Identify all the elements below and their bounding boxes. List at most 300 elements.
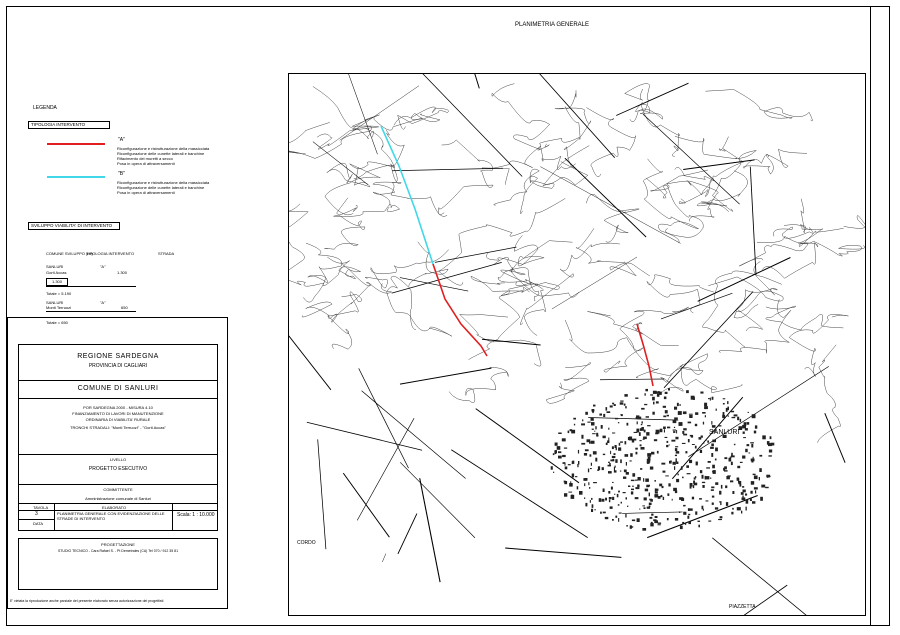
town-block	[602, 499, 605, 502]
town-block	[625, 454, 629, 457]
town-block	[728, 415, 729, 416]
legend-red-line	[47, 143, 105, 145]
town-block	[725, 485, 727, 488]
dev-row2-sub: Monti Terruozi	[46, 305, 72, 310]
dev-total1: Totale = 5.190	[46, 291, 72, 296]
dev-row2-name: SANLURI	[46, 300, 64, 305]
town-block	[705, 415, 706, 417]
town-block	[716, 409, 717, 411]
topographic-map	[289, 74, 866, 616]
town-block	[690, 486, 692, 488]
town-block	[600, 512, 602, 514]
program-text	[19, 405, 217, 431]
town-block	[742, 497, 746, 500]
town-block	[755, 425, 757, 428]
contour-line	[303, 243, 342, 302]
legend-cyan-line	[47, 176, 105, 178]
town-block	[730, 457, 732, 458]
town-block	[665, 392, 668, 394]
town-block	[660, 496, 662, 498]
town-block	[675, 518, 678, 521]
town-block	[612, 433, 615, 434]
contour-line	[620, 307, 689, 378]
town-block	[688, 439, 690, 442]
town-block	[618, 422, 619, 423]
town-block	[741, 511, 742, 514]
town-block	[676, 430, 677, 433]
town-block	[603, 414, 605, 417]
contour-line	[510, 241, 578, 298]
town-block	[715, 459, 717, 461]
table-number: 3	[35, 511, 38, 517]
title-block	[7, 317, 228, 609]
town-block	[627, 506, 628, 507]
town-block	[635, 448, 638, 450]
town-block	[727, 407, 729, 411]
town-block	[662, 486, 664, 488]
contour-line	[675, 137, 744, 181]
town-block	[590, 500, 591, 503]
town-block	[727, 401, 728, 404]
road-line	[825, 413, 845, 463]
town-block	[711, 444, 714, 447]
contour-line	[643, 159, 698, 243]
town-block	[689, 415, 692, 418]
designer-label: PROGETTAZIONE	[101, 542, 135, 547]
town-block	[765, 487, 769, 488]
town-block	[614, 494, 615, 495]
town-block	[646, 432, 649, 436]
town-block	[687, 516, 689, 519]
town-block	[621, 415, 623, 416]
town-block	[737, 478, 740, 481]
contour-line	[697, 171, 747, 212]
designer-box	[18, 538, 218, 590]
road-line	[661, 293, 732, 319]
table-cell	[19, 504, 55, 530]
contour-line	[394, 107, 449, 129]
town-block	[683, 505, 686, 507]
town-block	[557, 446, 561, 450]
contour-line	[365, 250, 449, 288]
town-block	[632, 520, 635, 522]
town-block	[612, 403, 614, 405]
town-block	[658, 523, 662, 524]
town-block	[666, 445, 668, 447]
legend-b-text	[117, 180, 209, 195]
town-block	[742, 496, 743, 498]
town-block	[748, 412, 749, 413]
town-block	[636, 452, 638, 455]
town-block	[635, 480, 638, 481]
town-block	[593, 405, 596, 407]
town-block	[679, 422, 683, 426]
town-block	[743, 437, 746, 438]
town-block	[630, 460, 632, 461]
town-block	[762, 435, 766, 439]
town-block	[688, 521, 691, 524]
town-block	[658, 391, 660, 393]
town-block	[692, 444, 695, 445]
town-block	[619, 513, 622, 514]
program-line: FINANZIAMENTO DI LAVORI DI MANUTENZIONE	[72, 411, 164, 416]
road-line	[600, 379, 664, 380]
drawing-label: ELABORATO	[102, 505, 127, 510]
town-block	[771, 443, 775, 446]
town-block	[711, 453, 713, 457]
town-block	[668, 483, 670, 486]
legend-heading: LEGENDA	[33, 105, 57, 111]
town-block	[635, 497, 639, 499]
town-block	[565, 467, 568, 470]
scale-value: Scala: 1 : 10.000	[177, 512, 215, 518]
legend-b-line: Posa in opera di attraversamenti	[117, 190, 175, 195]
town-block	[673, 462, 676, 465]
town-block	[584, 497, 585, 499]
town-block	[579, 491, 583, 495]
town-block	[613, 459, 615, 462]
town-block	[715, 448, 718, 452]
town-block	[734, 444, 736, 445]
town-block	[612, 482, 614, 483]
town-block	[564, 448, 567, 449]
town-block	[641, 424, 643, 425]
town-block	[676, 479, 679, 482]
contour-line	[555, 90, 591, 168]
town-block	[653, 402, 655, 405]
contour-line	[289, 127, 373, 159]
client-value: Amministrazione comunale di Sanluri	[85, 496, 151, 501]
town-block	[695, 476, 696, 478]
town-block	[642, 528, 646, 531]
town-block	[641, 447, 645, 450]
title-block-header	[18, 344, 218, 511]
town-block	[686, 465, 689, 468]
town-block	[650, 467, 653, 470]
town-block	[674, 427, 675, 428]
town-block	[726, 502, 728, 506]
contour-line	[762, 225, 823, 279]
town-block	[615, 459, 617, 463]
road-line	[565, 158, 646, 237]
town-block	[609, 463, 611, 466]
road-line	[343, 74, 377, 154]
contour-line	[521, 162, 588, 214]
town-block	[614, 470, 617, 472]
contour-line	[289, 122, 330, 188]
town-block	[685, 523, 686, 525]
town-block	[675, 491, 677, 494]
town-block	[597, 469, 599, 471]
town-block	[643, 478, 644, 482]
contour-line	[636, 102, 680, 156]
contour-line	[449, 367, 508, 402]
town-block	[667, 518, 669, 520]
town-block	[631, 489, 634, 491]
town-block	[742, 486, 744, 488]
town-block	[654, 480, 656, 482]
town-block	[654, 520, 658, 523]
town-block	[639, 440, 641, 441]
town-block	[618, 518, 619, 522]
town-block	[652, 397, 655, 401]
town-block	[683, 434, 687, 436]
town-block	[558, 433, 562, 435]
road-line	[417, 74, 522, 177]
town-block	[651, 522, 653, 524]
town-block	[700, 470, 702, 473]
town-block	[724, 457, 727, 459]
town-blocks	[551, 388, 775, 531]
town-block	[699, 498, 702, 500]
town-block	[652, 412, 654, 415]
town-block	[649, 503, 652, 505]
town-block	[644, 507, 646, 509]
town-block	[718, 519, 722, 520]
town-block	[656, 489, 658, 491]
legend-b-line: Riconfigurazione e ristrutturazione della massicciata	[117, 180, 210, 185]
town-block	[641, 427, 644, 431]
town-block	[750, 442, 754, 443]
town-block	[647, 453, 651, 457]
town-block	[673, 430, 677, 431]
town-block	[612, 456, 616, 458]
town-block	[671, 440, 675, 442]
town-block	[708, 521, 711, 522]
town-block	[599, 414, 602, 416]
town-block	[702, 482, 705, 483]
town-block	[612, 446, 614, 449]
dev-row1-total-box: 1.300	[46, 278, 68, 286]
town-block	[726, 408, 728, 412]
town-block	[645, 389, 648, 391]
town-block	[572, 474, 574, 478]
cell-divider	[19, 519, 54, 520]
town-block	[712, 465, 715, 469]
town-block	[687, 473, 691, 474]
town-block	[599, 498, 602, 502]
town-block	[667, 493, 669, 496]
program-line: ORDINARIA DI VIABILITA' RURALE	[85, 417, 151, 422]
town-block	[647, 459, 650, 463]
town-block	[644, 430, 646, 433]
town-block	[565, 462, 566, 465]
town-block	[740, 462, 743, 463]
town-block	[647, 425, 651, 426]
town-block	[612, 497, 614, 500]
town-block	[591, 422, 595, 425]
town-block	[618, 491, 620, 493]
town-block	[624, 394, 627, 397]
contour-line	[289, 257, 350, 286]
legend-type-title: TIPOLOGIA INTERVENTO	[31, 122, 86, 127]
date-label: DATA	[33, 521, 44, 526]
contour-line	[586, 108, 635, 177]
dev-separator	[46, 311, 136, 312]
town-block	[606, 443, 608, 445]
road-line	[643, 114, 740, 204]
town-block	[626, 462, 627, 466]
contour-line	[680, 354, 743, 393]
road-line	[289, 307, 331, 390]
legend-a-code: "A"	[118, 137, 125, 143]
road-line	[307, 422, 422, 450]
town-block	[585, 412, 588, 415]
town-block	[588, 469, 589, 473]
town-block	[640, 444, 642, 446]
town-block	[610, 451, 611, 454]
road-line	[362, 391, 466, 479]
town-block	[608, 428, 609, 430]
drawing-cell	[55, 504, 173, 530]
town-block	[564, 481, 567, 484]
town-block	[663, 427, 666, 430]
contour-line	[313, 87, 440, 131]
dev-header-strada: STRADA	[158, 251, 175, 256]
contour-line	[365, 128, 447, 216]
town-block	[577, 486, 579, 489]
town-block	[581, 435, 583, 439]
town-block	[722, 415, 725, 418]
town-block	[770, 436, 772, 439]
town-block	[551, 466, 553, 470]
town-block	[555, 443, 558, 446]
contour-line	[482, 144, 549, 185]
town-block	[603, 512, 606, 514]
town-block	[606, 407, 608, 411]
town-block	[685, 451, 687, 453]
town-block	[667, 415, 669, 417]
town-block	[589, 441, 591, 443]
town-block	[595, 458, 597, 462]
town-block	[688, 514, 690, 515]
town-block	[589, 487, 590, 489]
town-block	[620, 401, 623, 402]
town-block	[660, 429, 663, 433]
dev-row2-type: "A"	[100, 300, 106, 305]
town-block	[720, 516, 723, 518]
town-block	[649, 499, 652, 501]
town-block	[682, 431, 684, 434]
town-block	[570, 481, 571, 484]
road-line	[398, 514, 417, 554]
town-block	[611, 487, 613, 490]
town-block	[578, 450, 579, 454]
town-block	[743, 490, 746, 493]
road-line	[435, 247, 517, 262]
town-block	[761, 485, 765, 488]
road-line	[359, 368, 409, 468]
town-block	[615, 516, 617, 518]
town-block	[712, 503, 714, 505]
town-block	[603, 454, 605, 455]
town-block	[690, 483, 693, 487]
town-block	[639, 432, 641, 436]
dev-row1-val: 1.300	[117, 270, 128, 275]
town-block	[721, 485, 723, 489]
road-line	[382, 554, 386, 562]
town-block	[651, 452, 654, 455]
town-block	[665, 410, 668, 413]
drawing-info	[18, 503, 218, 531]
town-block	[644, 404, 647, 405]
town-block	[710, 478, 711, 479]
piazza-label: PIAZZETTA	[729, 604, 756, 610]
town-block	[636, 429, 639, 433]
town-block	[675, 437, 678, 440]
town-block	[642, 505, 645, 506]
town-block	[643, 437, 647, 440]
town-block	[654, 494, 658, 497]
town-block	[651, 514, 653, 516]
town-block	[683, 428, 687, 430]
road-line	[672, 397, 743, 479]
town-block	[635, 398, 638, 399]
town-block	[683, 512, 686, 515]
town-block	[581, 423, 585, 425]
contour-line	[333, 204, 399, 216]
town-block	[637, 485, 639, 488]
contour-line	[565, 320, 643, 372]
town-block	[631, 480, 635, 481]
contour-line	[576, 228, 650, 276]
contour-line	[493, 257, 546, 335]
town-block	[594, 431, 595, 432]
town-block	[663, 406, 666, 408]
town-block	[585, 449, 589, 451]
town-block	[759, 477, 760, 480]
town-block	[654, 391, 658, 393]
town-block	[675, 446, 678, 447]
contour-line	[705, 89, 812, 121]
road-line	[476, 409, 579, 483]
town-block	[650, 517, 653, 519]
town-block	[595, 426, 596, 429]
town-block	[658, 524, 661, 525]
town-block	[723, 398, 726, 399]
contour-line	[317, 115, 379, 149]
town-block	[755, 490, 756, 493]
town-block	[593, 451, 597, 454]
legend-a-line: Riconfigurazione delle cunette laterali e banchine	[117, 151, 205, 156]
legend-a-line: Riconfigurazione e ristrutturazione della massicciata	[117, 146, 210, 151]
contour-line	[844, 216, 866, 275]
dev-header-tipologia: TIPOLOGIA INTERVENTO	[86, 251, 135, 256]
town-block	[704, 406, 708, 409]
town-block	[752, 501, 755, 504]
town-block	[726, 476, 730, 479]
town-block	[730, 480, 733, 482]
road-line	[392, 168, 503, 171]
town-block	[617, 494, 619, 497]
town-block	[707, 441, 709, 443]
footer-note: E' vietata la riproduzione anche parziale del presente elaborato senza autorizzazione dei progettisti	[10, 599, 164, 603]
contour-line	[302, 292, 362, 317]
town-block	[608, 471, 612, 473]
dev-row1-sub: Gorti Accas	[46, 270, 67, 275]
road-line	[616, 83, 688, 115]
town-block	[676, 458, 677, 462]
road-line	[688, 366, 828, 456]
dev-row1-name: SANLURI	[46, 264, 64, 269]
town-block	[641, 408, 645, 410]
town-block	[689, 460, 692, 463]
region-row	[19, 345, 217, 381]
town-block	[731, 453, 733, 456]
town-block	[740, 419, 741, 422]
town-block	[634, 432, 638, 433]
town-block	[665, 475, 669, 476]
